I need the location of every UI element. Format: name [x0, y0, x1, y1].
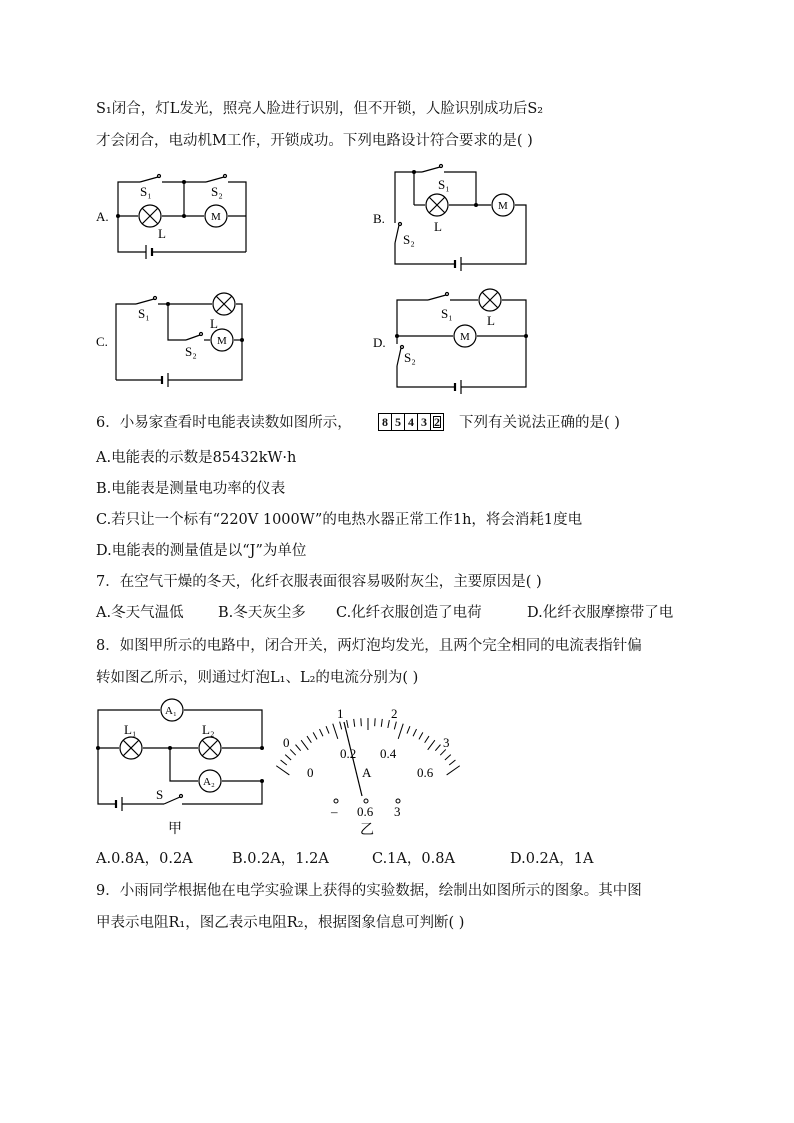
q9-stem-line2: 甲表示电阻R₁，图乙表示电阻R₂，根据图象信息可判断( )	[96, 915, 465, 931]
ammeter-tick	[319, 729, 322, 736]
meter-digit: 5	[392, 414, 405, 430]
svg-text:S: S	[156, 787, 164, 802]
ammeter-tick	[296, 745, 301, 751]
ammeter-tick	[375, 718, 376, 726]
ammeter-tick	[340, 722, 342, 730]
ammeter-tick	[394, 722, 396, 730]
q9-stem-line1: 9．小雨同学根据他在电学实验课上获得的实验数据，绘制出如图所示的图象。其中图	[96, 883, 642, 899]
figure-yi-caption: 乙	[360, 823, 374, 838]
svg-text:M: M	[217, 335, 227, 347]
upper-scale-label: 0	[283, 735, 290, 750]
ammeter-tick	[435, 745, 440, 751]
svg-text:M: M	[498, 200, 508, 212]
upper-scale-label: 1	[337, 706, 344, 721]
upper-scale-label: 2	[391, 706, 398, 721]
q7-option-d: D.化纤衣服摩擦带了电	[527, 605, 674, 621]
ammeter-tick	[440, 749, 446, 755]
svg-text:S₂: S₂	[185, 344, 197, 359]
terminal-label: 0.6	[357, 804, 374, 819]
ammeter-tick	[407, 726, 410, 733]
q7-option-b: B.冬天灰尘多	[218, 605, 306, 621]
q5-stem-line1: S₁闭合，灯L发光，照亮人脸进行识别，但不开锁，人脸识别成功后S₂	[96, 101, 544, 117]
figure-jia-caption: 甲	[168, 822, 182, 837]
ammeter-tick	[388, 720, 390, 728]
svg-text:S₂: S₂	[404, 350, 416, 365]
q6-option-a: A.电能表的示数是85432kW·h	[96, 450, 297, 466]
q6-option-b: B.电能表是测量电功率的仪表	[96, 481, 286, 497]
q5-stem-line2: 才会闭合，电动机M工作，开锁成功。下列电路设计符合要求的是( )	[96, 133, 533, 149]
ammeter-tick	[445, 755, 451, 760]
q8-option-c: C.1A，0.8A	[372, 851, 455, 867]
meter-digit: 4	[405, 414, 418, 430]
ammeter-tick	[313, 732, 317, 739]
ammeter-tick	[354, 719, 355, 727]
q8-option-a: A.0.8A，0.2A	[96, 851, 193, 867]
ammeter-tick	[449, 760, 455, 765]
circuit-b-letter: B.	[373, 211, 385, 226]
terminal-label: 3	[394, 804, 401, 819]
meter-digit: 8	[379, 414, 392, 430]
svg-text:L₂: L₂	[202, 722, 215, 737]
svg-text:S₁: S₁	[140, 184, 152, 199]
meter-digit-decimal: 2	[431, 414, 443, 430]
ammeter-tick	[307, 736, 311, 743]
q8-stem-line1: 8．如图甲所示的电路中，闭合开关，两灯泡均发光，且两个完全相同的电流表指针偏	[96, 638, 642, 654]
svg-text:A₁: A₁	[165, 705, 177, 717]
ammeter-tick	[361, 718, 362, 726]
q7-option-c: C.化纤衣服创造了电荷	[336, 605, 482, 621]
q8-stem-line2: 转如图乙所示，则通过灯泡L₁、L₂的电流分别为( )	[96, 670, 419, 686]
ammeter-tick	[276, 766, 289, 775]
svg-text:L: L	[487, 313, 495, 328]
lower-scale-label: 0.2	[340, 746, 357, 761]
svg-text:S₂: S₂	[403, 232, 415, 247]
terminal-label: –	[331, 804, 338, 819]
unit-label: A	[362, 765, 372, 780]
svg-text:M: M	[211, 211, 221, 223]
q7-option-a: A.冬天气温低	[96, 605, 184, 621]
ammeter-tick	[301, 740, 308, 750]
ammeter-tick	[381, 719, 382, 727]
ammeter-tick	[413, 729, 416, 736]
circuit-a-letter: A.	[96, 209, 109, 224]
q8-option-d: D.0.2A，1A	[510, 851, 594, 867]
svg-text:L: L	[210, 316, 218, 331]
lower-scale-label: 0.4	[380, 746, 397, 761]
ammeter-tick	[326, 726, 329, 733]
svg-text:S₂: S₂	[211, 184, 223, 199]
svg-text:S₁: S₁	[138, 306, 150, 321]
svg-text:S₁: S₁	[438, 177, 450, 192]
svg-text:L₁: L₁	[124, 722, 137, 737]
ammeter-tick	[347, 720, 349, 728]
svg-text:S₁: S₁	[441, 306, 453, 321]
ammeter-tick	[428, 740, 435, 750]
q6-option-c: C.若只让一个标有“220V 1000W”的电热水器正常工作1h，将会消耗1度电	[96, 512, 583, 528]
ammeter-tick	[290, 749, 296, 755]
svg-text:M: M	[460, 331, 470, 343]
q7-stem: 7．在空气干燥的冬天，化纤衣服表面很容易吸附灰尘，主要原因是( )	[96, 574, 542, 590]
q6-stem-post: 下列有关说法正确的是( )	[459, 415, 620, 431]
meter-digit: 3	[418, 414, 431, 430]
q8-option-b: B.0.2A，1.2A	[232, 851, 329, 867]
lower-scale-label: 0.6	[417, 765, 434, 780]
circuit-c-letter: C.	[96, 334, 108, 349]
upper-scale-label: 3	[443, 735, 450, 750]
ammeter-tick	[281, 760, 287, 765]
svg-text:L: L	[158, 226, 166, 241]
ammeter-tick	[398, 724, 403, 739]
circuit-d-letter: D.	[373, 335, 386, 350]
ammeter-tick	[333, 724, 338, 739]
q6-stem-pre: 6．小易家查看时电能表读数如图所示，	[96, 415, 352, 431]
q6-option-d: D.电能表的测量值是以“J”为单位	[96, 543, 307, 559]
ammeter-tick	[285, 755, 291, 760]
svg-text:L: L	[434, 219, 442, 234]
ammeter-tick	[419, 732, 423, 739]
lower-scale-label: 0	[307, 765, 314, 780]
ammeter-tick	[425, 736, 429, 743]
svg-text:A₂: A₂	[203, 776, 215, 788]
ammeter-tick	[447, 766, 460, 775]
